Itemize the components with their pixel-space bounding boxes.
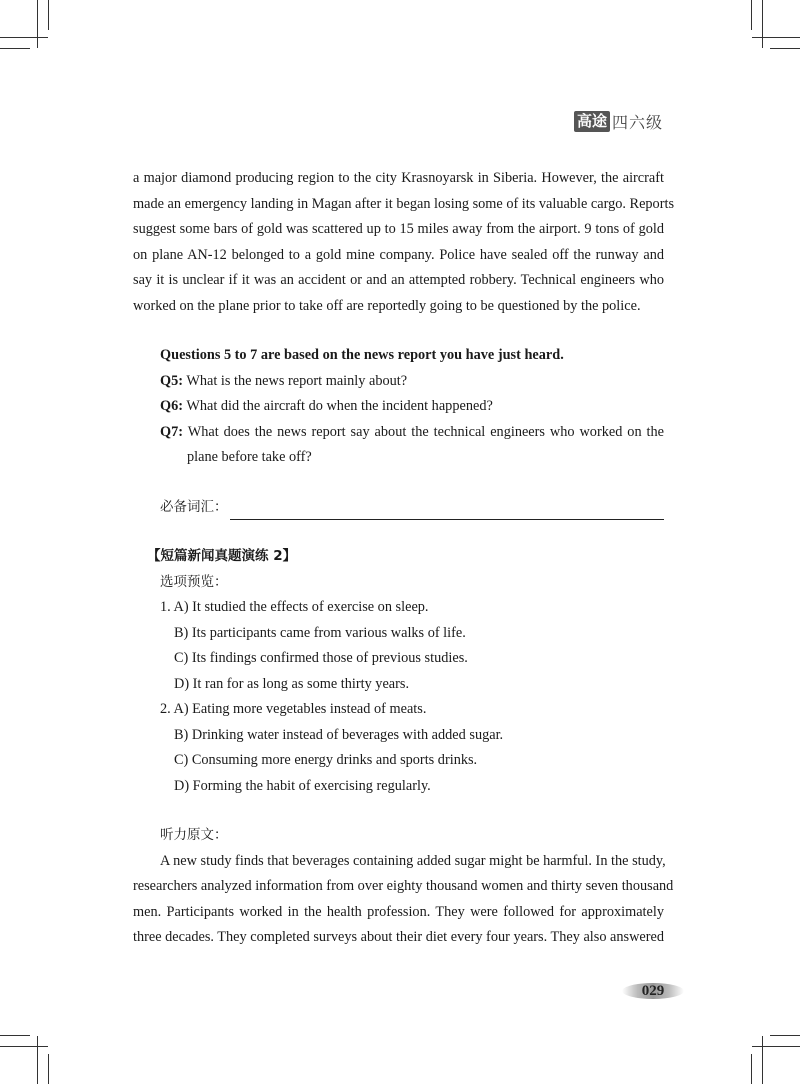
crop-mark	[752, 37, 800, 38]
option-2d: D) Forming the habit of exercising regularly.	[174, 777, 431, 794]
question-number: Q5:	[160, 372, 184, 389]
vocab-fill-line[interactable]	[230, 501, 665, 520]
transcript-line: men. Participants worked in the health profession. They were followed for approximately	[133, 903, 664, 920]
page-number-text: 029	[641, 982, 665, 999]
vocab-row	[133, 495, 664, 521]
page-content	[133, 166, 675, 951]
section-title: 【短篇新闻真题演练 2】	[147, 548, 297, 564]
crop-mark	[0, 1035, 30, 1036]
page-number	[622, 980, 684, 1002]
passage-line: a major diamond producing region to the city Krasnoyarsk in Siberia. However, the aircraft	[133, 170, 664, 186]
option-1b: B) Its participants came from various walks of life.	[174, 624, 466, 641]
logo-text: 四六级	[611, 113, 663, 132]
question-text: What is the news report mainly about?	[183, 372, 408, 389]
question-q7	[133, 420, 664, 446]
passage-line: worked on the plane prior to take off are reportedly going to be questioned by the police.	[133, 297, 641, 314]
option-1d: D) It ran for as long as some thirty years.	[174, 675, 410, 692]
question-q6	[133, 394, 664, 420]
vocab-label: 必备词汇：	[160, 498, 228, 515]
page-header-logo	[574, 110, 663, 133]
crop-mark	[48, 1054, 49, 1084]
crop-mark	[770, 1035, 800, 1036]
crop-mark	[0, 48, 30, 49]
preview-label: 选项预览：	[160, 573, 228, 590]
question-q7-continuation: plane before take off?	[187, 449, 312, 465]
option-2a: 2. A) Eating more vegetables instead of meats.	[160, 701, 427, 717]
crop-mark	[751, 0, 752, 30]
crop-mark	[762, 0, 763, 48]
transcript-label: 听力原文：	[160, 827, 228, 843]
option-2b: B) Drinking water instead of beverages with added sugar.	[174, 726, 504, 743]
question-number: Q6:	[160, 398, 184, 414]
crop-mark	[752, 1046, 800, 1047]
question-q5	[133, 369, 664, 395]
transcript-line: researchers analyzed information from over eighty thousand women and thirty seven thousand	[133, 878, 674, 894]
passage-line: suggest some bars of gold was scattered up to 15 miles away from the airport. 9 tons of gold	[133, 221, 664, 237]
option-1a: 1. A) It studied the effects of exercise on sleep.	[160, 599, 429, 615]
option-2c: C) Consuming more energy drinks and sports drinks.	[174, 752, 478, 768]
crop-mark	[37, 0, 38, 48]
crop-mark	[0, 1046, 48, 1047]
transcript-line: three decades. They completed surveys about their diet every four years. They also answered	[133, 929, 665, 945]
question-text: What did the aircraft do when the incident happened?	[183, 398, 493, 414]
questions-heading: Questions 5 to 7 are based on the news report you have just heard.	[160, 347, 564, 363]
logo-box: 高途	[574, 111, 610, 132]
passage-line: on plane AN-12 belonged to a gold mine company. Police have sealed off the runway and	[133, 246, 664, 263]
passage-line: say it is unclear if it was an accident or and an attempted robbery. Technical engineers who	[133, 272, 664, 288]
crop-mark	[0, 37, 48, 38]
option-1c: C) Its findings confirmed those of previous studies.	[174, 650, 468, 666]
question-text: What does the news report say about the technical engineers who worked on the	[183, 423, 664, 440]
crop-mark	[751, 1054, 752, 1084]
crop-mark	[770, 48, 800, 49]
crop-mark	[37, 1036, 38, 1084]
passage-line: made an emergency landing in Magan after it began losing some of its valuable cargo. Reports	[133, 195, 675, 212]
crop-mark	[762, 1036, 763, 1084]
question-number: Q7:	[160, 423, 184, 440]
crop-mark	[48, 0, 49, 30]
transcript-line: A new study finds that beverages containing added sugar might be harmful. In the study,	[160, 852, 666, 869]
